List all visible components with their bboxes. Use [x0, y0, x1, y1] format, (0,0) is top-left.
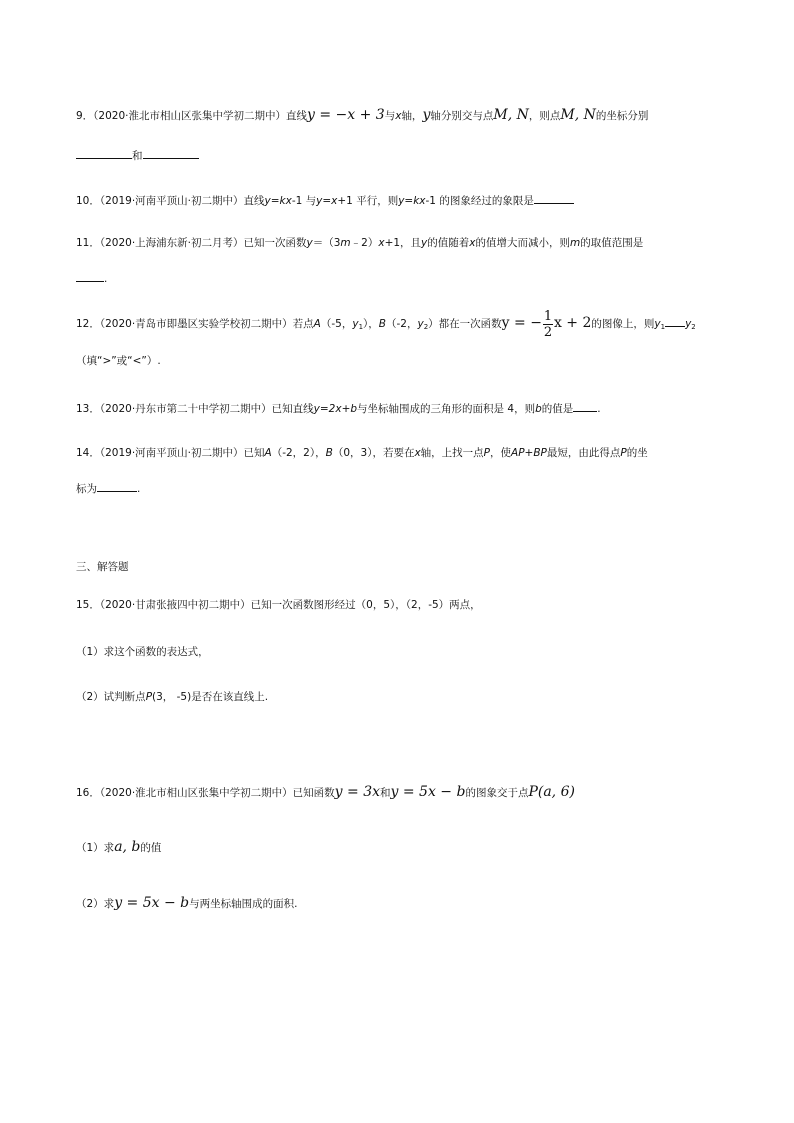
q13-text: 与坐标轴围成的三角形的面积是 4，则 — [357, 403, 536, 415]
q10-eq: y=kx — [264, 195, 292, 207]
q15-part2: (3， -5)是否在该直线上. — [152, 691, 269, 703]
q14-text: 轴，上找一点 — [420, 447, 484, 459]
question-9-answer — [76, 147, 199, 163]
q13-prefix: 13．（2020·丹东市第二十中学初二期中）已知直线 — [76, 403, 314, 415]
question-9 — [76, 108, 648, 123]
q9-text: 轴， — [401, 110, 423, 122]
q12-eq: x + 2 — [553, 315, 592, 331]
q12-text: ）， — [363, 318, 379, 330]
numerator: 1 — [543, 308, 553, 324]
question-14 — [76, 446, 648, 460]
q14-var: P — [483, 447, 491, 459]
question-11-answer — [76, 270, 107, 286]
q14-var: x — [414, 447, 421, 459]
answer-blank[interactable] — [534, 192, 574, 204]
answer-blank[interactable] — [97, 480, 137, 492]
question-16-part1 — [76, 840, 161, 855]
q12-var: y — [417, 318, 424, 330]
q10-prefix: 10．（2019·河南平顶山·初二期中）直线 — [76, 195, 265, 207]
q12-prefix: 12．（2020·青岛市即墨区实验学校初二期中）若点 — [76, 318, 314, 330]
q9-x: x — [395, 110, 402, 122]
q16-part2: 与两坐标轴围成的面积. — [189, 898, 298, 910]
q11-var: m — [340, 237, 351, 249]
question-12-line2 — [76, 354, 161, 368]
q9-equation: y = −x + 3 — [307, 107, 385, 123]
q16-eq: y = 5x − b — [114, 895, 190, 911]
q10-text: +1 平行，则 — [337, 195, 399, 207]
q12-text: （-2， — [386, 318, 418, 330]
q9-text: 与 — [384, 110, 396, 122]
q9-text: ，则点 — [528, 110, 561, 122]
question-14-line2 — [76, 480, 140, 496]
question-16 — [76, 785, 575, 800]
q14-var: P — [620, 447, 627, 459]
fraction — [543, 309, 553, 340]
q12-var: A — [313, 318, 321, 330]
q9-and: 和 — [132, 150, 143, 162]
q14-text: 最短，由此得点 — [546, 447, 621, 459]
q14-var: B — [325, 447, 333, 459]
q14-text: （0，3），若要在 — [332, 447, 415, 459]
q14-text: 的坐 — [626, 447, 648, 459]
q13-eq: y=2x+b — [313, 403, 358, 415]
answer-blank[interactable] — [76, 270, 104, 282]
q10-eq: y=x — [316, 195, 338, 207]
section-heading — [76, 560, 129, 574]
q9-points: M, N — [493, 107, 529, 123]
q13-var: b — [535, 403, 542, 415]
q12-hint: （填“>”或“<”）. — [76, 355, 161, 367]
q16-part2: （2）求 — [76, 898, 115, 910]
q11-var: x — [378, 237, 385, 249]
q12-text: （-5， — [320, 318, 353, 330]
q11-text: +1，且 — [384, 237, 422, 249]
q11-end: . — [104, 273, 108, 285]
q11-text: ﹣2） — [350, 237, 379, 249]
q16-part1: 的值 — [140, 842, 162, 854]
answer-blank[interactable] — [76, 147, 132, 159]
q9-text: 的坐标分别 — [595, 110, 649, 122]
q11-prefix: 11．（2020·上海浦东新·初二月考）已知一次函数 — [76, 237, 307, 249]
q11-var: y — [421, 237, 428, 249]
q11-var: m — [569, 237, 581, 249]
q16-vars: a, b — [114, 839, 141, 855]
q14-text: （-2，2）， — [271, 447, 326, 459]
q15-part2: （2）试判断点 — [76, 691, 146, 703]
q12-eq: y = − — [501, 315, 542, 331]
q14-end: . — [137, 483, 141, 495]
q14-prefix: 14．（2019·河南平顶山·初二期中）已知 — [76, 447, 265, 459]
answer-blank[interactable] — [143, 147, 199, 159]
q16-point: P(a, 6) — [528, 784, 575, 800]
q12-var: B — [378, 318, 386, 330]
q12-sub: 1 — [358, 323, 364, 331]
answer-blank[interactable] — [665, 315, 685, 327]
q11-text: 的取值范围是 — [580, 237, 644, 249]
q11-text: 的值增大而减小，则 — [475, 237, 570, 249]
q13-text: 的值是 — [541, 403, 574, 415]
q14-var: AP+BP — [511, 447, 547, 459]
q16-text: 的图象交于点 — [465, 787, 529, 799]
q14-var: A — [264, 447, 272, 459]
q12-var: y — [352, 318, 359, 330]
q13-end: . — [597, 403, 601, 415]
q16-eq: y = 3x — [334, 784, 381, 800]
q9-y: y — [422, 107, 431, 123]
q15-text: 15．（2020·甘肃张掖四中初二期中）已知一次函数图形经过（0，5），（2，-5）两点， — [76, 599, 481, 611]
question-12 — [76, 305, 696, 345]
question-15-part1 — [76, 645, 209, 659]
q14-text: ，使 — [490, 447, 512, 459]
q9-prefix: 9．（2020·淮北市相山区张集中学初二期中）直线 — [76, 110, 307, 122]
q16-part1: （1）求 — [76, 842, 115, 854]
question-11 — [76, 236, 643, 250]
question-10 — [76, 192, 574, 208]
q12-var: y — [654, 318, 661, 330]
q14-text: 标为 — [76, 483, 97, 495]
q12-var: y — [685, 318, 692, 330]
q16-text: 和 — [380, 787, 391, 799]
q9-points: M, N — [560, 107, 596, 123]
q11-text: 的值随着 — [427, 237, 470, 249]
q10-eq: y=kx — [398, 195, 426, 207]
q9-text: 轴分别交与点 — [430, 110, 494, 122]
q11-text: ＝（3 — [312, 237, 341, 249]
q12-text: 的图像上，则 — [591, 318, 655, 330]
q10-text: -1 与 — [291, 195, 317, 207]
question-15-part2 — [76, 690, 268, 704]
answer-blank[interactable] — [573, 400, 597, 412]
q12-sub: 2 — [691, 323, 696, 331]
q15-part1: （1）求这个函数的表达式， — [76, 646, 209, 658]
q10-text: -1 的图象经过的象限是 — [425, 195, 534, 207]
q11-var: x — [469, 237, 476, 249]
q12-sub: 2 — [423, 323, 429, 331]
q11-var: y — [306, 237, 313, 249]
q16-eq: y = 5x − b — [390, 784, 466, 800]
question-16-part2 — [76, 896, 297, 911]
q12-text: ）都在一次函数 — [428, 318, 502, 330]
q16-prefix: 16．（2020·淮北市相山区张集中学初二期中）已知函数 — [76, 787, 335, 799]
section-title: 三、解答题 — [76, 561, 129, 573]
question-13 — [76, 400, 601, 416]
denominator: 2 — [543, 324, 553, 340]
question-15 — [76, 598, 481, 612]
q12-sub: 1 — [660, 323, 666, 331]
q15-var: P — [145, 691, 153, 703]
